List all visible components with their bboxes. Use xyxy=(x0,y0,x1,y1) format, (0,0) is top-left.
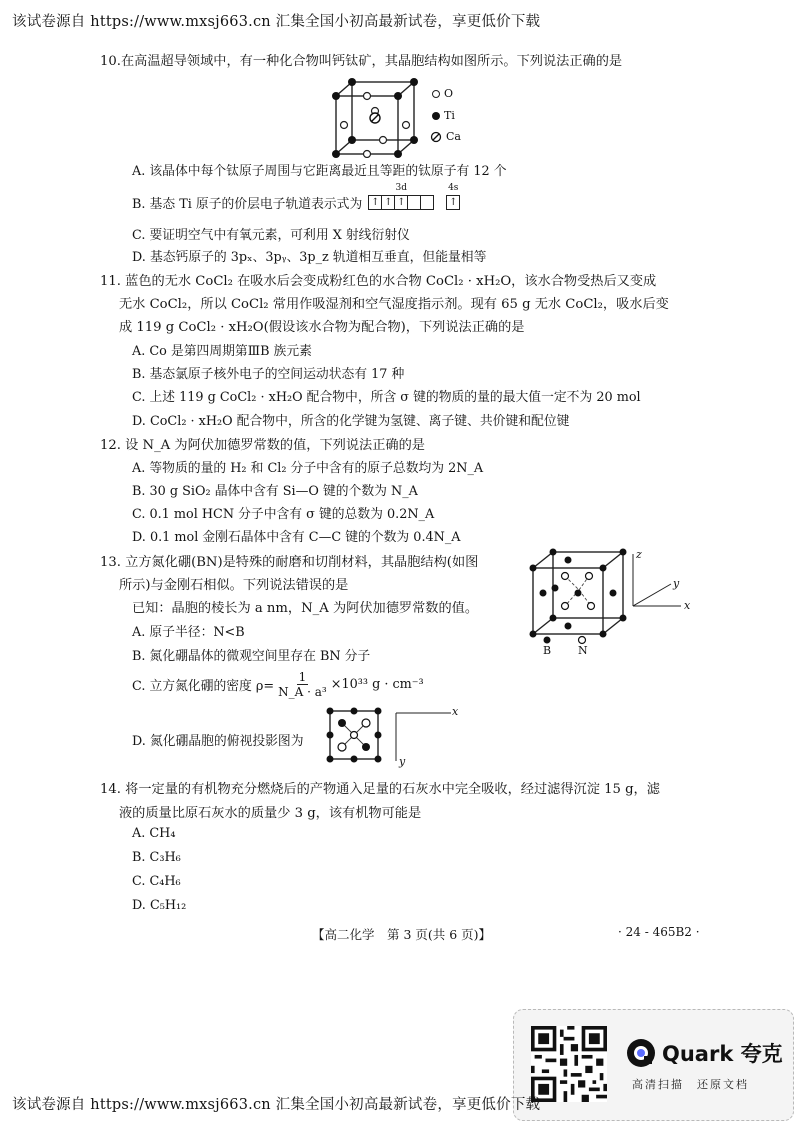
orbital-3d-boxes xyxy=(368,183,434,210)
q11-option-b: B. 基态氯原子核外电子的空间运动状态有 17 种 xyxy=(132,367,405,382)
q12-option-c: C. 0.1 mol HCN 分子中含有 σ 键的总数为 0.2N_A xyxy=(132,507,435,522)
question-13-line2: 所示)与金刚石相似。下列说法错误的是 xyxy=(119,578,349,593)
q10-option-d: D. 基态钙原子的 3pₓ、3pᵧ、3p_z 轨道相互垂直，但能量相等 xyxy=(132,250,487,265)
q13-option-a: A. 原子半径：N<B xyxy=(132,625,245,640)
q13-option-c-suffix: ×10³³ g · cm⁻³ xyxy=(330,677,424,692)
fraction-denominator: N_A · a³ xyxy=(278,685,327,699)
axis-label-z: z xyxy=(636,548,642,561)
q14-option-b: B. C₃H₆ xyxy=(132,850,181,865)
quark-tagline: 高清扫描 还原文档 xyxy=(632,1078,749,1091)
question-13-line3: 已知：晶胞的棱长为 a nm，N_A 为阿伏加德罗常数的值。 xyxy=(132,601,479,616)
page-number: 【高二化学 第 3 页(共 6 页)】 xyxy=(312,927,492,942)
orbital-box xyxy=(421,196,433,209)
q10-option-b-text: B. 基态 Ti 原子的价层电子轨道表示式为 xyxy=(132,197,363,212)
q13-option-b: B. 氮化硼晶体的微观空间里存在 BN 分子 xyxy=(132,649,371,664)
legend-label-ca: Ca xyxy=(446,130,461,143)
q13-option-d: D. 氮化硼晶胞的俯视投影图为 xyxy=(132,734,304,749)
orbital-box: ↑ xyxy=(382,196,395,209)
question-14-line1: 14. 将一定量的有机物充分燃烧后的产物通入足量的石灰水中完全吸收，经过滤得沉淀 15 g，滤 xyxy=(100,782,660,797)
density-fraction xyxy=(276,670,329,699)
bn-top-view-projection xyxy=(326,707,461,765)
question-13-line1: 13. 立方氮化硼(BN)是特殊的耐磨和切削材料，其晶胞结构(如图 xyxy=(100,555,479,570)
legend-label-o: O xyxy=(444,87,454,100)
bn-unit-cell-diagram xyxy=(525,548,705,663)
q13-option-c xyxy=(132,670,424,699)
orbital-box xyxy=(408,196,421,209)
orbital-box: ↑ xyxy=(395,196,408,209)
q11-option-d: D. CoCl₂ · xH₂O 配合物中，所含的化学键为氢键、离子键、共价键和配位键 xyxy=(132,414,570,429)
orbital-box: ↑ xyxy=(449,197,458,208)
q10-option-a: A. 该晶体中每个钛原子周围与它距离最近且等距的钛原子有 12 个 xyxy=(132,164,507,179)
topview-axis-x: x xyxy=(452,705,459,718)
source-footer: 该试卷源自 https://www.mxsj663.cn 汇集全国小初高最新试卷，享更低价下载 xyxy=(12,1097,541,1113)
quark-brand-name: Quark 夸克 xyxy=(662,1042,783,1066)
orbital-4s-label: 4s xyxy=(448,183,459,193)
q12-option-a: A. 等物质的量的 H₂ 和 Cl₂ 分子中含有的原子总数均为 2N_A xyxy=(132,461,484,476)
axis-label-x: x xyxy=(684,599,691,612)
question-12-stem: 12. 设 N_A 为阿伏加德罗常数的值，下列说法正确的是 xyxy=(100,438,425,453)
q14-option-a: A. CH₄ xyxy=(132,826,176,841)
q13-option-c-prefix: C. 立方氮化硼的密度 ρ= xyxy=(132,679,275,694)
orbital-3d-label: 3d xyxy=(395,183,408,193)
legend-label-b: B xyxy=(543,644,552,657)
topview-axis-y: y xyxy=(399,755,406,768)
q10-option-c: C. 要证明空气中有氧元素，可利用 X 射线衍射仪 xyxy=(132,228,410,243)
q14-option-c: C. C₄H₆ xyxy=(132,874,181,889)
question-14-line2: 液的质量比原石灰水的质量少 3 g，该有机物可能是 xyxy=(119,806,422,821)
q14-option-d: D. C₅H₁₂ xyxy=(132,898,187,913)
orbital-4s-box xyxy=(446,183,460,210)
q10-option-b xyxy=(132,183,460,212)
q12-option-d: D. 0.1 mol 金刚石晶体中含有 C—C 键的个数为 0.4N_A xyxy=(132,530,461,545)
legend-label-n: N xyxy=(578,644,588,657)
q11-option-c: C. 上述 119 g CoCl₂ · xH₂O 配合物中，所含 σ 键的物质的量的最大值一定不为 20 mol xyxy=(132,390,641,405)
q12-option-b: B. 30 g SiO₂ 晶体中含有 Si—O 键的个数为 N_A xyxy=(132,484,418,499)
quark-logo-icon xyxy=(626,1038,656,1068)
quark-logo xyxy=(626,1038,783,1068)
quark-scan-badge[interactable] xyxy=(513,1009,794,1121)
exam-code: · 24 - 465B2 · xyxy=(618,925,700,939)
question-11-line3: 成 119 g CoCl₂ · xH₂O(假设该水合物为配合物)，下列说法正确的是 xyxy=(119,320,525,335)
question-11-line1: 11. 蓝色的无水 CoCl₂ 在吸水后会变成粉红色的水合物 CoCl₂ · xH₂O，该水合物受热后又变成 xyxy=(100,274,657,289)
question-10-stem: 10.在高温超导领域中，有一种化合物叫钙钛矿，其晶胞结构如图所示。下列说法正确的是 xyxy=(100,54,623,69)
qr-code-icon[interactable] xyxy=(531,1026,607,1102)
axis-label-y: y xyxy=(673,577,680,590)
source-header: 该试卷源自 https://www.mxsj663.cn 汇集全国小初高最新试卷，享更低价下载 xyxy=(12,14,541,30)
legend-label-ti: Ti xyxy=(444,109,455,122)
perovskite-unit-cell-diagram xyxy=(330,78,500,158)
fraction-numerator: 1 xyxy=(298,670,307,684)
orbital-box: ↑ xyxy=(369,196,382,209)
question-11-line2: 无水 CoCl₂，所以 CoCl₂ 常用作吸湿剂和空气湿度指示剂。现有 65 g 无水 CoCl₂，吸水后变 xyxy=(119,297,669,312)
q11-option-a: A. Co 是第四周期第ⅢB 族元素 xyxy=(132,344,312,359)
